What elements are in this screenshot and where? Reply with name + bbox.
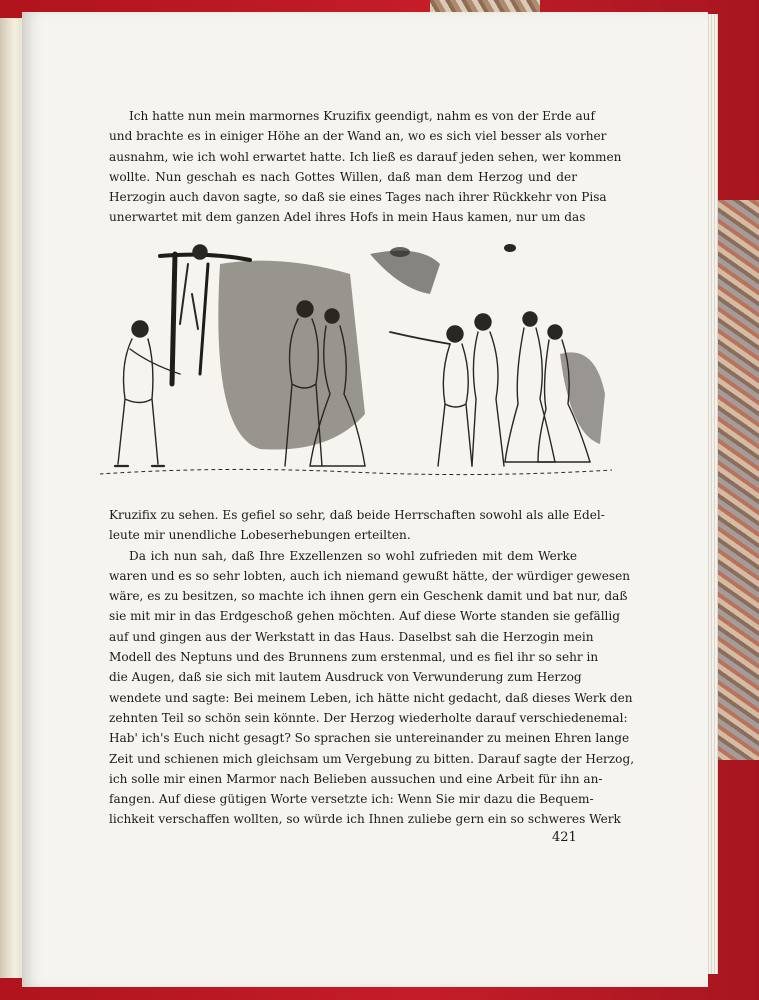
text-line: wollte. Nun geschah es nach Gottes Willen, daß man dem Herzog und der bbox=[109, 169, 577, 184]
text-line: auf und gingen aus der Werkstatt in das Haus. Daselbst sah die Herzogin mein bbox=[109, 629, 594, 644]
marbled-endpaper-edge bbox=[716, 200, 759, 760]
text-line: Hab' ich's Euch nicht gesagt? So sprachen sie untereinander zu meinen Ehren lange bbox=[109, 731, 630, 746]
text-line: zehnten Teil so schön sein könnte. Der Herzog wiederholte darauf verschiedenemal: bbox=[109, 710, 628, 725]
page-number: 421 bbox=[552, 830, 577, 845]
text-line: lichkeit verschaffen wollten, so würde ich Ihnen zuliebe gern ein so schweres Werk bbox=[109, 812, 621, 827]
text-line: die Augen, daß sie sich mit lautem Ausdruck von Verwunderung zum Herzog bbox=[109, 670, 582, 685]
text-line: leute mir unendliche Lobeserhebungen erteilten. bbox=[109, 528, 411, 543]
crucifix-scene-illustration bbox=[100, 234, 612, 486]
text-line: Da ich nun sah, daß Ihre Exzellenzen so wohl zufrieden mit dem Werke bbox=[129, 548, 577, 563]
paragraph-1 bbox=[109, 106, 622, 228]
text-line: waren und es so sehr lobten, auch ich niemand gewußt hätte, der würdiger gewesen bbox=[109, 568, 631, 583]
text-line: ausnahm, wie ich wohl erwartet hatte. Ich ließ es darauf jeden sehen, wer kommen bbox=[109, 149, 622, 164]
text-line: Herzogin auch davon sagte, so daß sie eines Tages nach ihrer Rückkehr von Pisa bbox=[109, 190, 607, 205]
text-line: Modell des Neptuns und des Brunnens zum erstenmal, und es fiel ihr so sehr in bbox=[109, 650, 599, 665]
paragraph-2 bbox=[109, 505, 635, 830]
text-line: unerwartet mit dem ganzen Adel ihres Hofs in mein Haus kamen, nur um das bbox=[109, 210, 586, 225]
book-page bbox=[22, 12, 708, 987]
text-line: sie mit mir in das Erdgeschoß gehen möchten. Auf diese Worte standen sie gefällig bbox=[109, 609, 621, 624]
text-line: ich solle mir einen Marmor nach Belieben aussuchen und eine Arbeit für ihn an- bbox=[109, 771, 603, 786]
text-line: Zeit und schienen mich gleichsam um Vergebung zu bitten. Darauf sagte der Herzog, bbox=[109, 751, 635, 766]
text-line: Kruzifix zu sehen. Es gefiel so sehr, daß beide Herrschaften sowohl als alle Edel- bbox=[109, 508, 605, 522]
text-line: Ich hatte nun mein marmornes Kruzifix geendigt, nahm es von der Erde auf bbox=[129, 109, 595, 123]
text-line: wendete und sagte: Bei meinem Leben, ich hätte nicht gedacht, daß dieses Werk den bbox=[109, 690, 633, 705]
text-line: und brachte es in einiger Höhe an der Wand an, wo es sich viel besser als vorher bbox=[109, 129, 607, 144]
left-page-edge bbox=[0, 18, 24, 978]
text-line: wäre, es zu besitzen, so machte ich ihnen gern ein Geschenk damit und bat nur, daß bbox=[109, 589, 628, 604]
text-line: fangen. Auf diese gütigen Worte versetzte ich: Wenn Sie mir dazu die Bequem- bbox=[109, 792, 594, 807]
